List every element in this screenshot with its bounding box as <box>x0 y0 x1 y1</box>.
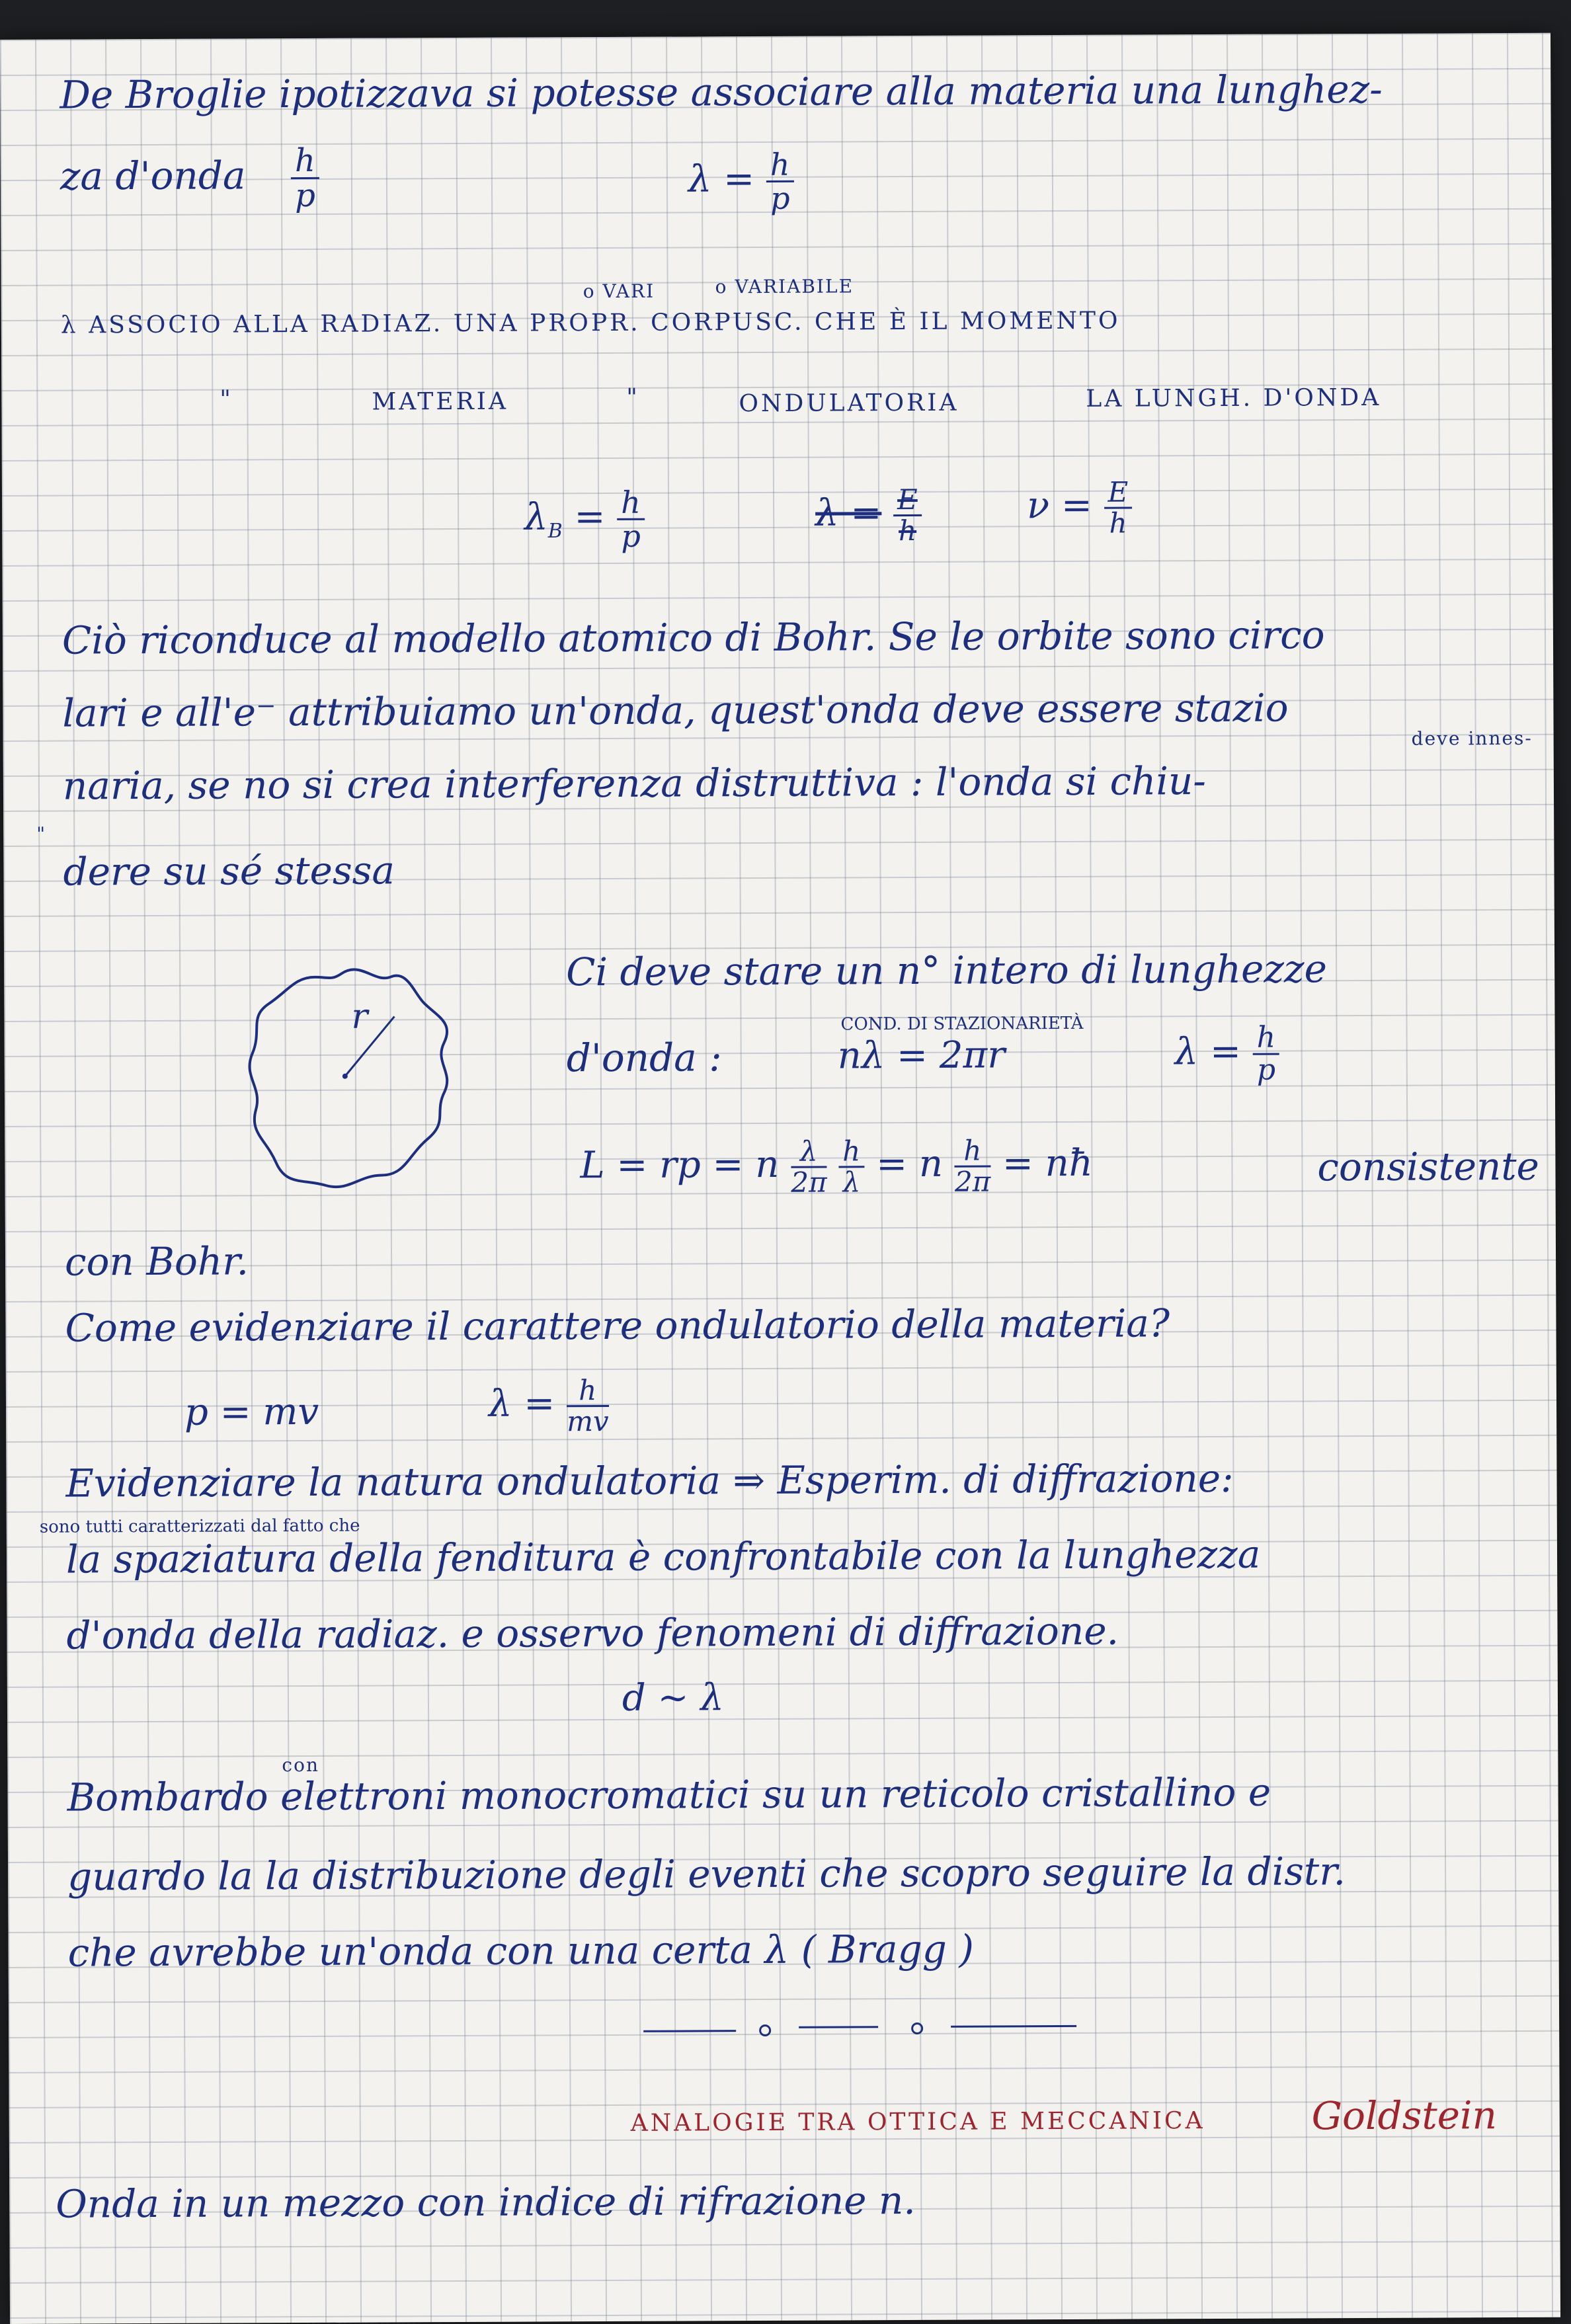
lambda-fraction <box>1253 1020 1280 1087</box>
fraction-numerator: h <box>955 1136 991 1167</box>
ditto-mark-1: " <box>220 385 234 413</box>
diffraction-line-1: Evidenziare la natura ondulatoria ⇒ Esperim. di diffrazione: <box>65 1455 1234 1506</box>
am-fraction-3 <box>955 1136 991 1196</box>
last-line: Onda in un mezzo con indice di rifrazione n. <box>56 2177 916 2227</box>
fraction-numerator: E <box>1104 478 1132 509</box>
am-fraction-1 <box>791 1137 827 1197</box>
note-ditto: " <box>36 822 47 845</box>
fraction-denominator: 2π <box>791 1166 827 1199</box>
caps-lunghezza-onda: LA LUNGH. D'ONDA <box>1086 383 1382 413</box>
equals-sign: = <box>574 495 606 539</box>
ditto-mark-2: " <box>626 383 641 411</box>
de-broglie-equation <box>524 484 645 555</box>
separator-line-3 <box>951 2025 1076 2028</box>
con-bohr: con Bohr. <box>64 1238 249 1285</box>
fraction-numerator: E <box>893 485 922 516</box>
matter-wavelength-equation <box>489 1376 609 1437</box>
separator-line-2 <box>799 2026 878 2028</box>
bohr-line-2: lari e all'e⁻ attribuiamo un'onda, quest'onda deve essere stazio <box>62 685 1289 736</box>
consistente-word: consistente <box>1317 1143 1540 1190</box>
fraction-numerator: h <box>617 487 645 520</box>
center-dot <box>342 1074 348 1079</box>
crossed-fraction <box>893 485 922 545</box>
bragg-line-2: guardo la la distribuzione degli eventi che scopro seguire la distr. <box>67 1849 1346 1900</box>
am-lhs: L = rp = n <box>580 1142 780 1187</box>
crossed-lhs: λ = <box>815 491 882 535</box>
crossed-equation <box>815 485 922 546</box>
fraction-denominator: p <box>621 518 641 555</box>
note-con: con <box>282 1753 320 1777</box>
separator-dot-1 <box>759 2024 771 2036</box>
section-heading: ANALOGIE TRA OTTICA E MECCANICA <box>630 2107 1205 2137</box>
am-fraction-2 <box>838 1137 864 1197</box>
wavy-orbit <box>249 969 448 1187</box>
bohr-line-1: Ciò riconduce al modello atomico di Bohr. Se le orbite sono circo <box>61 612 1325 663</box>
lambda-subscript: B <box>547 519 563 543</box>
fraction-denominator: h <box>1109 506 1127 540</box>
stationarity-line-2: d'onda : <box>566 1035 722 1081</box>
note-variabile: o VARIABILE <box>715 275 854 298</box>
bohr-line-4: dere su sé stessa <box>63 848 395 895</box>
frequency-equation <box>1026 475 1133 540</box>
lambda-symbol: λ <box>524 495 548 539</box>
fraction-numerator: h <box>1253 1023 1280 1055</box>
caps-line-radiation: λ ASSOCIO ALLA RADIAZ. UNA PROPR. CORPUSC. CHE È IL MOMENTO <box>60 307 1121 339</box>
intro-line-2-text: za d'onda <box>60 153 246 199</box>
fraction-denominator: λ <box>842 1166 861 1199</box>
radius-label: r <box>351 996 368 1037</box>
note-vari: o VARI <box>583 280 655 303</box>
notebook-page <box>0 33 1560 2324</box>
fraction-denominator: mv <box>567 1405 609 1438</box>
diffraction-line-3: d'onda della radiaz. e osservo fenomeni di diffrazione. <box>66 1608 1119 1658</box>
fraction-denominator: h <box>898 514 917 547</box>
stationarity-lambda <box>1174 1020 1280 1087</box>
lambda-lhs: λ = <box>488 1382 555 1425</box>
h-over-p-fraction <box>291 141 319 215</box>
am-middle: = n <box>876 1142 944 1186</box>
caps-ondulatoria: ONDULATORIA <box>739 389 959 418</box>
fraction-numerator: h <box>766 149 794 182</box>
standing-wave-orbit-diagram <box>235 957 462 1195</box>
lambda-equation <box>688 146 794 217</box>
note-deve-innes: deve innes- <box>1411 727 1533 750</box>
stationarity-line-1: Ci deve stare un n° intero di lunghezze <box>566 946 1327 995</box>
fraction-denominator: p <box>770 180 790 217</box>
fraction-numerator: h <box>567 1376 609 1407</box>
bohr-line-3: naria, se no si crea interferenza distruttiva : l'onda si chiu- <box>62 758 1207 809</box>
bragg-line-3: che avrebbe un'onda con una certa λ ( Bragg ) <box>67 1926 975 1976</box>
caps-materia: MATERIA <box>372 387 508 416</box>
fraction-denominator: p <box>1256 1053 1276 1087</box>
matter-wavelength-fraction <box>567 1376 609 1436</box>
angular-momentum-equation <box>580 1136 1093 1199</box>
lambda-fraction <box>766 146 794 217</box>
de-broglie-fraction <box>617 484 645 555</box>
separator-line-1 <box>643 2030 736 2032</box>
lambda-lhs: λ = <box>688 157 755 201</box>
diffraction-note: sono tutti caratterizzati dal fatto che <box>39 1515 360 1537</box>
intro-line-2 <box>60 141 319 215</box>
lambda-lhs: λ = <box>1174 1030 1242 1074</box>
nu-lhs: ν = <box>1026 483 1092 528</box>
signature-goldstein: Goldstein <box>1311 2093 1498 2139</box>
d-approx-lambda: d ~ λ <box>622 1676 724 1720</box>
stationarity-condition-label: COND. DI STAZIONARIETÀ <box>840 1013 1084 1035</box>
fraction-numerator: h <box>838 1137 864 1168</box>
intro-line-1: De Broglie ipotizzava si potesse associare alla materia una lunghez- <box>60 66 1383 118</box>
fraction-numerator: h <box>291 144 319 180</box>
am-result: = nħ <box>1002 1141 1093 1185</box>
bragg-line-1: Bombardo elettroni monocromatici su un reticolo cristallino e <box>67 1769 1271 1820</box>
fraction-numerator: λ <box>791 1137 827 1168</box>
diffraction-line-2: la spaziatura della fenditura è confrontabile con la lunghezza <box>65 1531 1261 1582</box>
momentum-equation: p = mv <box>184 1390 319 1434</box>
separator-dot-2 <box>911 2023 923 2034</box>
fraction-denominator: p <box>295 177 316 215</box>
stationarity-equation: nλ = 2πr <box>837 1033 1006 1078</box>
fraction-denominator: 2π <box>954 1165 991 1198</box>
frequency-fraction <box>1104 475 1132 540</box>
question-line: Come evidenziare il carattere ondulatorio della materia? <box>65 1301 1170 1351</box>
